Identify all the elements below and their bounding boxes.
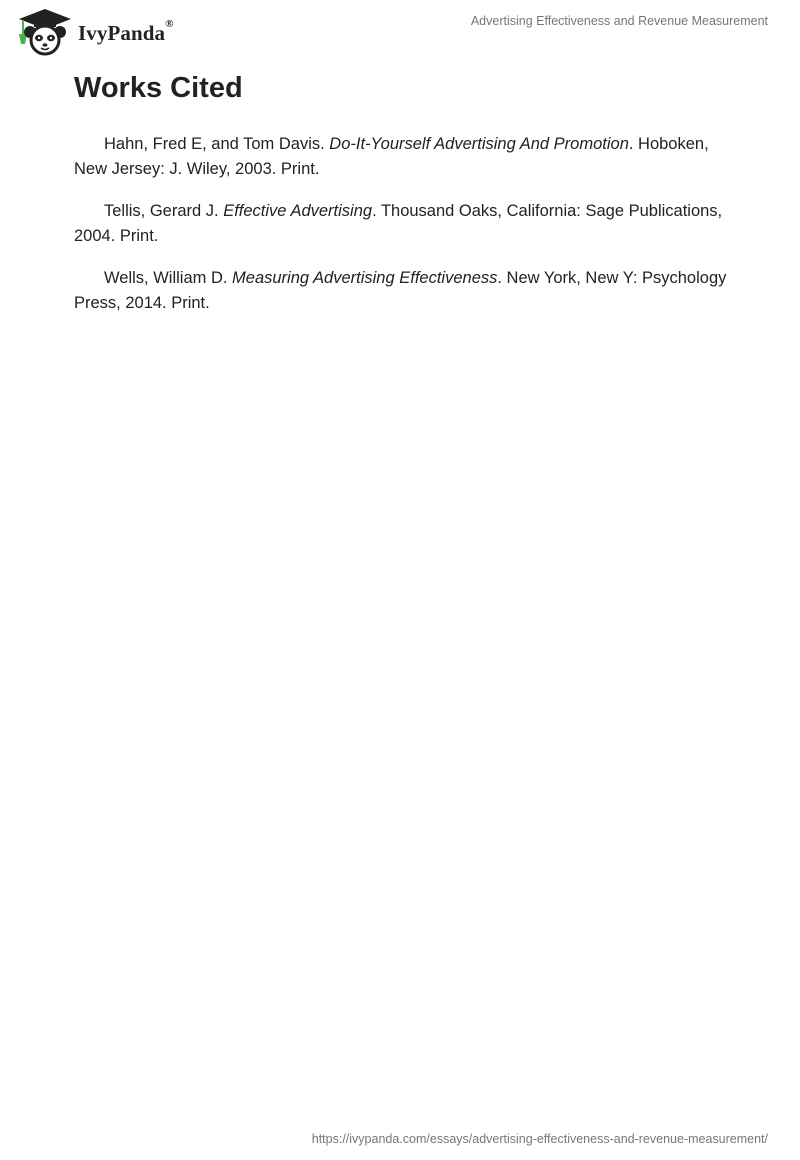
- panda-graduation-cap-icon: [16, 8, 74, 56]
- citation-authors: Wells, William D.: [104, 269, 233, 287]
- citation-publication: . Thousand Oaks, California: Sage Publications, 2004. Print.: [74, 202, 723, 245]
- citation-title: Do-It-Yourself Advertising And Promotion: [329, 135, 629, 153]
- citation-item: [74, 266, 734, 316]
- citation-authors: Hahn, Fred E, and Tom Davis.: [104, 135, 330, 153]
- brand-logo[interactable]: [16, 8, 174, 56]
- document-title: Advertising Effectiveness and Revenue Measurement: [470, 14, 768, 28]
- source-url-link[interactable]: https://ivypanda.com/essays/advertising-effectiveness-and-revenue-measurement/: [311, 1132, 768, 1146]
- citation-publication: . Hoboken, New Jersey: J. Wiley, 2003. Print.: [74, 135, 709, 178]
- brand-name: IvyPanda®: [78, 17, 174, 45]
- citation-title: Measuring Advertising Effectiveness: [232, 269, 498, 287]
- citation-item: [74, 199, 734, 249]
- citation-item: [74, 132, 734, 182]
- page-title: Works Cited: [74, 72, 243, 104]
- citation-title: Effective Advertising: [223, 202, 373, 220]
- citation-authors: Tellis, Gerard J.: [104, 202, 224, 220]
- citation-publication: . New York, New Y: Psychology Press, 2014. Print.: [74, 269, 727, 312]
- works-cited-list: [74, 132, 734, 333]
- registered-mark: ®: [165, 17, 174, 30]
